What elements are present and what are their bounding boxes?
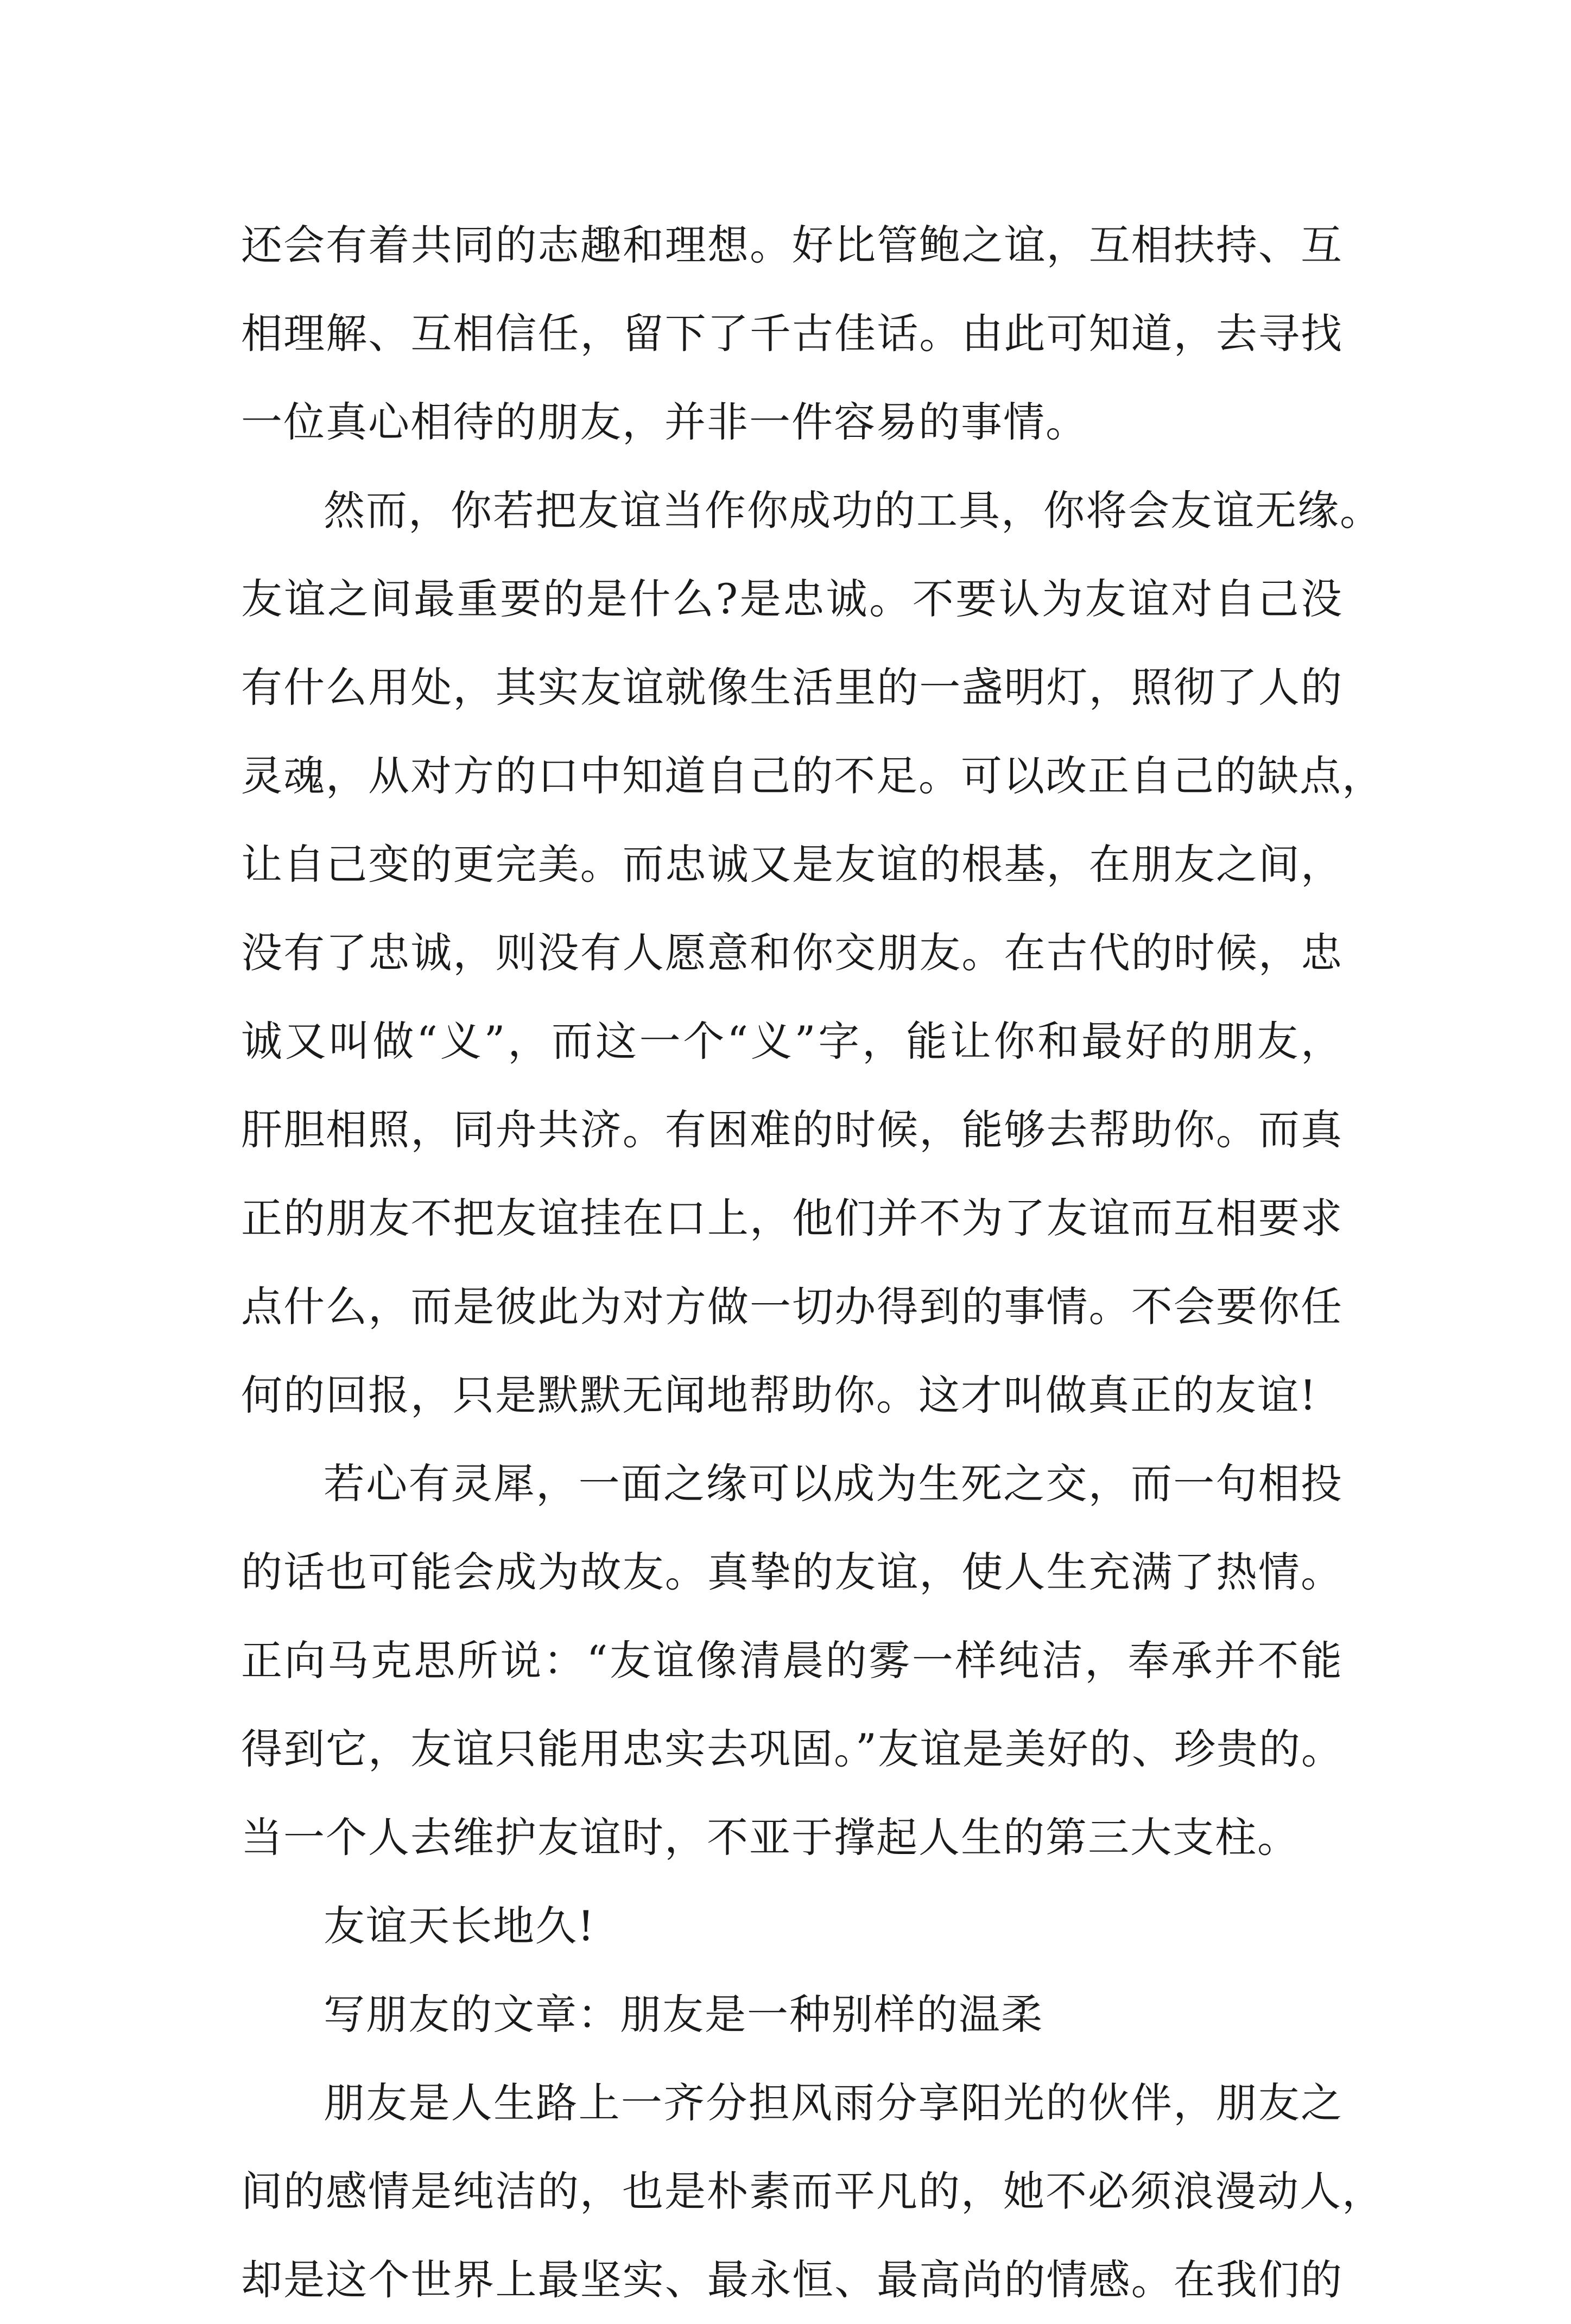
text-line: 正向马克思所说：“友谊像清晨的雾一样纯洁，奉承并不能 [241,1636,1343,1685]
text-line: 还会有着共同的志趣和理想。好比管鲍之谊，互相扶持、互 [241,221,1343,269]
text-line: 相理解、互相信任，留下了千古佳话。由此可知道，去寻找 [241,309,1343,358]
paragraph-first-line: 若心有灵犀，一面之缘可以成为生死之交，而一句相投 [324,1459,1343,1508]
text-line: 友谊之间最重要的是什么?是忠诚。不要认为友谊对自己没 [241,575,1343,623]
text-line: 点什么，而是彼此为对方做一切办得到的事情。不会要你任 [241,1282,1343,1331]
text-line: 得到它，友谊只能用忠实去巩固。”友谊是美好的、珍贵的。 [241,1725,1344,1773]
text-line: 正的朋友不把友谊挂在口上，他们并不为了友谊而互相要求 [241,1194,1343,1242]
document-body [241,201,1384,2324]
section-heading: 写朋友的文章：朋友是一种别样的温柔 [324,1990,1043,2039]
text-line: 间的感情是纯洁的，也是朴素而平凡的，她不必须浪漫动人， [241,2167,1384,2215]
text-line: 当一个人去维护友谊时，不亚于撑起人生的第三大支柱。 [241,1813,1300,1862]
text-line: 何的回报，只是默默无闻地帮助你。这才叫做真正的友谊! [241,1371,1317,1419]
text-line: 的话也可能会成为故友。真挚的友谊，使人生充满了热情。 [241,1548,1343,1596]
text-line: 一位真心相待的朋友，并非一件容易的事情。 [241,398,1088,446]
text-line: 让自己变的更完美。而忠诚又是友谊的根基，在朋友之间， [241,840,1343,888]
paragraph-first-line: 朋友是人生路上一齐分担风雨分享阳光的伙伴，朋友之 [324,2079,1343,2127]
paragraph-first-line: 然而，你若把友谊当作你成功的工具，你将会友谊无缘。 [324,486,1382,535]
text-line: 诚又叫做“义”，而这一个“义”字，能让你和最好的朋友， [241,1017,1343,1065]
text-line: 肝胆相照，同舟共济。有困难的时候，能够去帮助你。而真 [241,1106,1343,1154]
text-line: 灵魂，从对方的口中知道自己的不足。可以改正自己的缺点， [241,752,1384,800]
text-line: 没有了忠诚，则没有人愿意和你交朋友。在古代的时候，忠 [241,929,1343,977]
text-line: 却是这个世界上最坚实、最永恒、最高尚的情感。在我们的 [241,2256,1343,2304]
paragraph-first-line: 友谊天长地久! [324,1902,596,1950]
text-line: 有什么用处，其实友谊就像生活里的一盏明灯，照彻了人的 [241,663,1343,712]
